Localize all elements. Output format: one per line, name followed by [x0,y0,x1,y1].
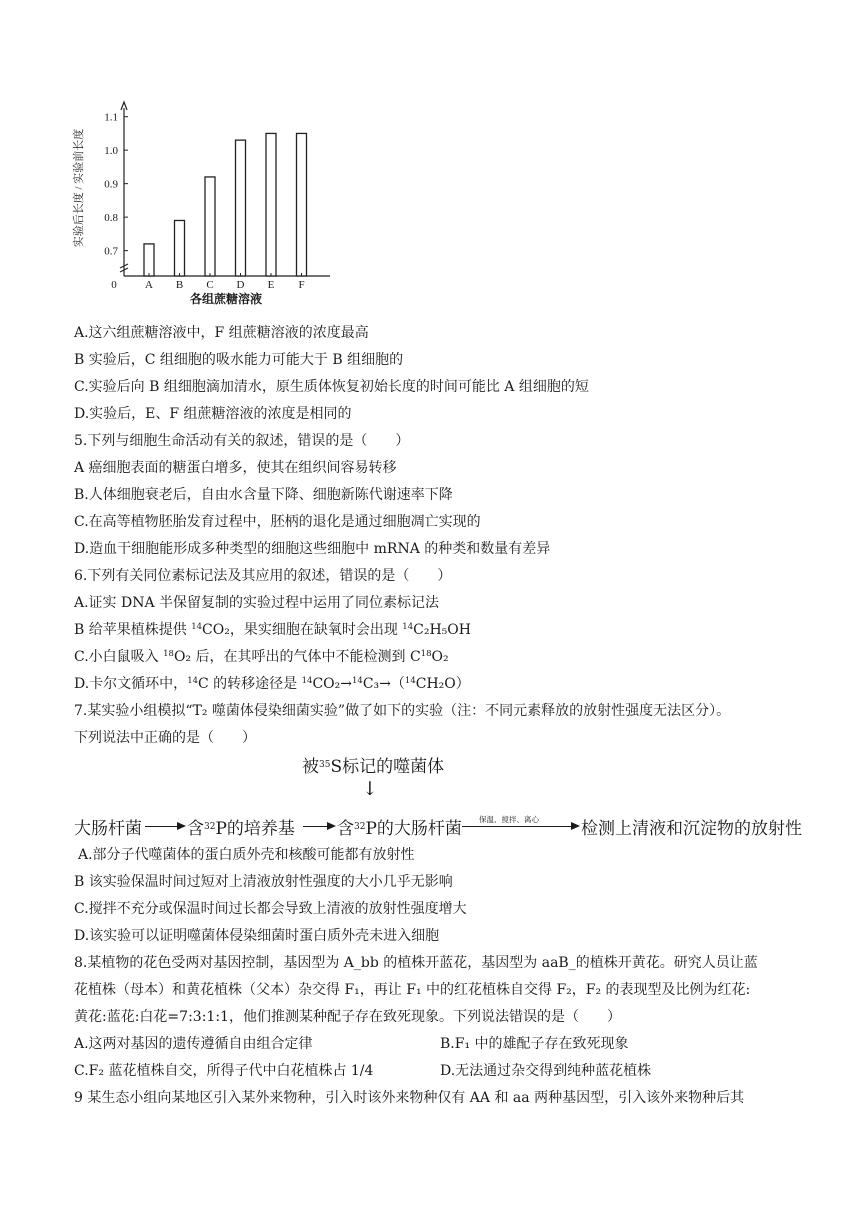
q5-option-c: C.在高等植物胚胎发育过程中，胚柄的退化是通过细胞凋亡实现的 [74,514,481,530]
q8-stem-line1: 8.某植物的花色受两对基因控制，基因型为 A_bb 的植株开蓝花，基因型为 aaB_的植株开黄花。研究人员让蓝 [74,955,758,971]
q5-option-b: B.人体细胞衰老后，自由水含量下降、细胞新陈代谢速率下降 [74,487,453,503]
q7-stem-line1: 7.某实验小组模拟“T₂ 噬菌体侵染细菌实验”做了如下的实验（注：不同元素释放的放射性强度无法区分）。 [74,703,731,719]
q8-stem-line2: 花植株（母本）和黄花植株（父本）杂交得 F₁，再让 F₁ 中的红花植株自交得 F₂，F₂ 的表现型及比例为红花: [74,982,751,998]
y-tick-label: 0.9 [104,178,118,191]
q6-c-end: O₂ [431,649,449,665]
q6-d-mid2: CO₂→ [312,676,353,692]
q6-b-end: C₂H₅OH [413,622,471,638]
q4-option-b: B 实验后，C 组细胞的吸水能力可能大于 B 组细胞的 [74,352,404,368]
q8-option-a: A.这两对基因的遗传遵循自由组合定律 [74,1036,313,1052]
question-text-block-1 [74,320,794,752]
experiment-flow-diagram [0,750,860,850]
flow-arrow-1 [145,826,179,827]
q5-stem: 5.下列与细胞生命活动有关的叙述，错误的是（ ） [74,433,410,449]
flow-arrow-2 [303,826,329,827]
q6-option-d [74,671,794,698]
q6-b-pre: B 给苹果植株提供 [74,622,192,638]
q8-option-b: B.F₁ 中的雄配子存在致死现象 [440,1036,629,1052]
flow-node-p32-ecoli-sup: 32 [354,822,366,832]
bar [175,220,185,276]
labeled-phage-node [302,752,444,777]
flow-arrow-2-head [327,822,336,830]
q8-option-d: D.无法通过杂交得到纯种蓝花植株 [440,1063,652,1079]
flow-node-p32-ecoli-post: P的大肠杆菌 [365,819,462,839]
q4-option-c: C.实验后向 B 组细胞滴加清水，原生质体恢复初始长度的时间可能比 A 组细胞的短 [74,379,589,395]
bar [236,140,246,276]
down-arrow-icon: ↓ [362,778,378,800]
q6-d-mid3: C₃→（ [362,676,405,692]
q6-b-mid: CO₂，果实细胞在缺氧时会出现 [202,622,403,638]
q6-d-sup2: 14 [301,676,313,686]
q6-d-pre: D.卡尔文循环中， [74,676,188,692]
flow-node-detect: 检测上清液和沉淀物的放射性 [581,819,802,839]
q9-stem-line1: 9 某生态小组向某地区引入某外来物种，引入时该外来物种仅有 AA 和 aa 两种基因型，引入该外来物种后其 [74,1090,745,1106]
flow-node-p32-medium-pre: 含 [187,819,204,839]
q7-option-c: C.搅拌不充分或保温时间过长都会导致上清液的放射性强度增大 [74,901,467,917]
labeled-phage-post: S标记的噬菌体 [330,757,445,777]
bar [205,177,215,276]
q8-options-row2 [74,1058,804,1085]
labeled-phage-pre: 被 [302,757,319,777]
flow-node-p32-medium-sup: 32 [204,822,216,832]
q8-stem-line3: 黄花:蓝花:白花=7:3:1:1，他们推测某种配子存在致死现象。下列说法错误的是（ ） [74,1009,621,1025]
q6-stem: 6.下列有关同位素标记法及其应用的叙述，错误的是（ ） [74,568,452,584]
q6-d-mid1: C 的转移途径是 [198,676,302,692]
flow-arrow-3-label: 保温、搅拌、离心 [479,815,539,824]
labeled-phage-sup: 35 [319,760,331,770]
q8-option-c: C.F₂ 蓝花植株自交，所得子代中白花植株占 1/4 [74,1063,374,1079]
q4-option-a: A.这六组蔗糖溶液中，F 组蔗糖溶液的浓度最高 [74,325,369,341]
origin-label: 0 [111,279,117,291]
q7-stem-line2: 下列说法中正确的是（ ） [74,730,256,746]
bar [266,133,276,276]
flow-arrow-3-head [571,822,580,830]
y-tick-label: 0.7 [104,245,118,258]
q6-d-sup1: 14 [187,676,199,686]
y-axis-label: 实验后长度 / 实验前长度 [73,128,85,248]
flow-node-ecoli: 大肠杆菌 [74,819,142,839]
q6-b-sup2: 14 [402,622,414,632]
flow-arrow-1-head [177,822,186,830]
x-tick-label: C [206,279,214,291]
q6-option-a: A.证实 DNA 半保留复制的实验过程中运用了同位素标记法 [74,595,440,611]
q7-option-b: B 该实验保温时间过短对上清液放射性强度的大小几乎无影响 [74,874,453,890]
q6-d-sup3: 14 [352,676,363,686]
flow-node-p32-ecoli-pre: 含 [337,819,354,839]
flow-node-p32-ecoli [337,814,462,839]
q6-c-pre: C.小白鼠吸入 [74,649,164,665]
q6-d-sup4: 14 [404,676,416,686]
q7-option-d: D.该实验可以证明噬菌体侵染细菌时蛋白质外壳未进入细胞 [74,928,440,944]
bar-chart [68,96,348,310]
flow-arrow-3 [462,826,574,827]
x-tick-label: B [175,279,184,291]
q6-d-end: CH₂O） [415,676,470,692]
y-tick-label: 1.1 [104,111,118,124]
x-tick-label: F [298,279,305,291]
flow-node-p32-medium [187,814,295,839]
x-tick-label: A [145,279,153,291]
x-tick-label: D [236,279,245,291]
bar [297,133,307,276]
bar [144,244,154,276]
y-tick-label: 0.8 [104,212,118,225]
q4-option-d: D.实验后，E、F 组蔗糖溶液的浓度是相同的 [74,406,352,422]
q8-options-row1 [74,1031,804,1058]
flow-node-p32-medium-post: P的培养基 [215,819,295,839]
q6-c-sup2: 18 [420,649,432,659]
q6-b-sup1: 14 [191,622,203,632]
q6-c-sup1: 18 [163,649,174,659]
q6-option-b [74,617,794,644]
q6-c-mid: O₂ 后，在其呼出的气体中不能检测到 C [173,649,421,665]
y-tick-label: 1.0 [104,145,118,158]
x-tick-label: E [267,279,275,291]
q5-option-a: A 癌细胞表面的糖蛋白增多，使其在组织间容易转移 [74,460,397,476]
q5-option-d: D.造血干细胞能形成多种类型的细胞这些细胞中 mRNA 的种类和数量有差异 [74,541,551,557]
question-text-block-2 [74,842,804,1112]
x-axis-label: 各组蔗糖溶液 [189,292,263,306]
q7-option-a: A.部分子代噬菌体的蛋白质外壳和核酸可能都有放射性 [78,847,415,863]
q6-option-c [74,644,794,671]
